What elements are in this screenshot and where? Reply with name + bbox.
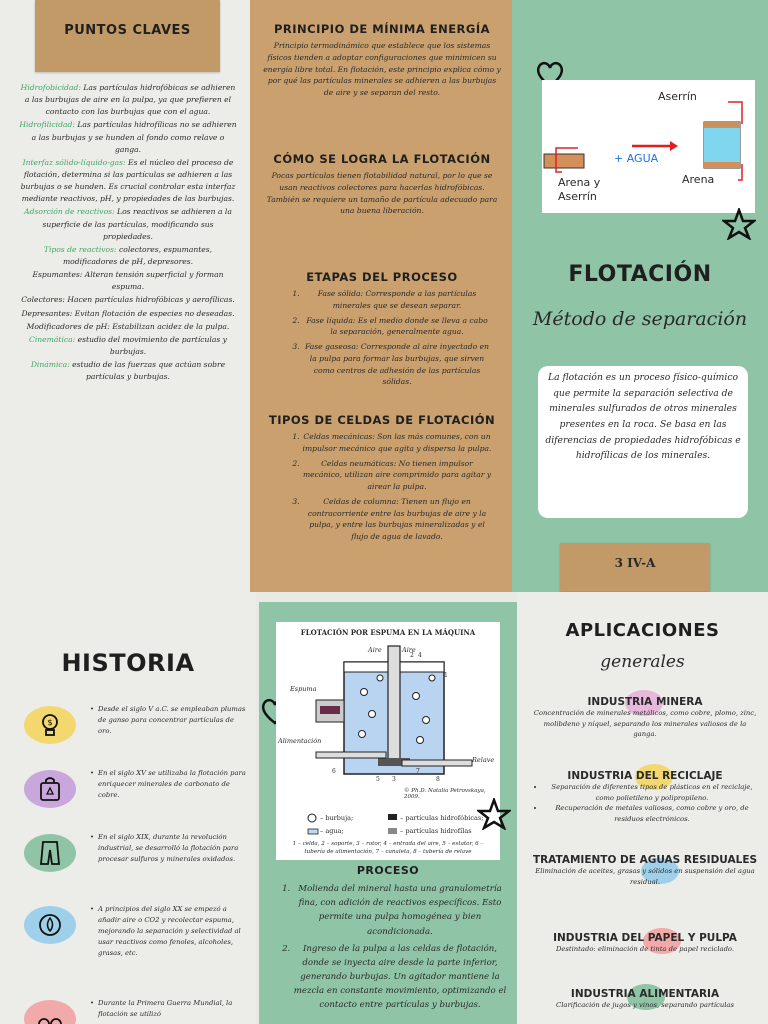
app-text: Concentración de minerales metálicos, como cobre, plomo, zinc, molibdeno y níquel, separando los minerales valiosos de la ganga. — [533, 709, 757, 739]
list-item: 1. Molienda del mineral hasta una granulometría fina, con adición de reactivos específicos. Esto permite una pulpa homogénea y bien acondicionada. — [293, 882, 507, 939]
principio-title: PRINCIPIO DE MÍNIMA ENERGÍA — [273, 22, 491, 36]
flotacion-description: La flotación es un proceso físico-químico que permite la separación selectiva de minerales sulfurados de otros minerales presentes en la roca. Se basa en las diferencias de propiedades hidrofóbicas e hidrofílicas de los minerales. — [538, 366, 748, 518]
panel-flotacion — [512, 0, 768, 592]
water-drop-icon — [24, 906, 76, 944]
separation-diagram — [542, 80, 755, 213]
app-papel — [531, 932, 759, 955]
app-title: INDUSTRIA DEL RECICLAJE — [567, 770, 723, 782]
proceso-list — [279, 882, 507, 1016]
etapas-title: ETAPAS DEL PROCESO — [306, 270, 458, 284]
aplicaciones-title: APLICACIONES — [565, 620, 720, 641]
historia-item — [18, 704, 250, 776]
celdas-list — [262, 431, 502, 543]
list-item: 3. Fase gaseosa: Corresponde al aire inyectado en la pulpa para formar las burbujas, que sirven como centros de adhesión de las partículas sólidas. — [302, 341, 492, 388]
list-item: 3. Celdas de columna: Tienen un flujo en contracorriente entre las burbujas de aire y la pulpa, y entre las burbujas mineralizadas y el flujo de agua de lavado. — [302, 496, 492, 543]
label-arena-aserrin: Arena y Aserrín — [558, 176, 601, 204]
panel-historia — [0, 592, 256, 1024]
panel-principios — [250, 0, 512, 592]
como-title: CÓMO SE LOGRA LA FLOTACIÓN — [273, 152, 491, 166]
historia-item — [18, 998, 250, 1024]
celdas-title: TIPOS DE CELDAS DE FLOTACIÓN — [268, 413, 496, 427]
app-text: Clarificación de jugos y vinos, separando partículas — [556, 1001, 734, 1009]
como-section — [262, 152, 502, 217]
svg-text:$: $ — [47, 718, 53, 727]
panel-aplicaciones — [517, 592, 768, 1024]
puntos-claves-title: PUNTOS CLAVES — [64, 23, 191, 38]
app-text: Eliminación de aceites, grasas y sólidos en suspensión del agua residual. — [535, 867, 755, 886]
historia-title: HISTORIA — [61, 649, 195, 677]
panel-puntos-claves — [0, 0, 250, 592]
list-item: • Separación de diferentes tipos de plásticos en el reciclaje, como polietileno y polipropileno. — [545, 782, 759, 803]
list-item: • Recuperación de metales valiosos, como cobre y oro, de residuos electrónicos. — [545, 803, 759, 824]
historia-item — [18, 832, 250, 904]
punto-item: Hidrofobicidad: Las partículas hidrofóbicas se adhieren a las burbujas de aire en la pulpa, ya que prefieren el contacto con las burbujas que con el agua. — [20, 83, 236, 117]
celdas-section — [262, 413, 502, 546]
label-agua: + AGUA — [614, 152, 659, 165]
machine-caption: 1 – celda, 2 – soporte, 3 – rotor, 4 – entrada del aire, 5 – estator, 6 – tubería de alimentación, 7 – canaleta, 8 – tubería de relave — [292, 841, 484, 856]
app-minera — [531, 696, 759, 740]
machine-title: FLOTACIÓN POR ESPUMA EN LA MÁQUINA — [300, 628, 476, 637]
label-aserrin: Aserrín — [658, 90, 697, 103]
historia-text: • En el siglo XV se utilizaba la flotación para enriquecer minerales de carbonato de cobre. — [98, 768, 248, 801]
flotacion-subtitle: Método de separación — [532, 308, 748, 330]
punto-item: Cinemática: estudio del movimiento de partículas y burbujas. — [29, 334, 227, 356]
list-item: 1. Celdas mecánicas: Son las más comunes, con un impulsor mecánico que agita y dispersa la pulpa. — [302, 431, 492, 455]
lightbulb-icon — [24, 706, 76, 744]
punto-item: Espumantes: Alteran tensión superficial y forman espuma. — [32, 270, 224, 292]
punto-item: Interfaz sólido-líquido-gas: Es el núcleo del proceso de flotación, determina si las partículas se adhieren a las burbujas o se hunden. Es crucial controlar esta interfaz mediante reactivos, pH, y propiedades de las burbujas. — [20, 157, 236, 204]
principio-text: Principio termodinámico que establece que los sistemas físicos tienden a adoptar configuraciones que minimicen su energía libre total. En flotación, este principio explica cómo y por qué las partículas minerales se adhieren a las burbujas de aire y se separan del resto. — [263, 41, 501, 98]
star-doodle-icon — [722, 208, 756, 240]
etapas-list — [262, 288, 502, 388]
historia-text: • En el siglo XIX, durante la revolución industrial, se desarrolló la flotación para procesar sulfuros y minerales oxidados. — [98, 832, 248, 865]
punto-item: Hidrofilicidad: Las partículas hidrofílicas no se adhieren a las burbujas y se hunden al fondo como relave o ganga. — [19, 120, 237, 154]
list-item: 1. Fase sólida: Corresponde a las partículas minerales que se desean separar. — [302, 288, 492, 312]
app-title: INDUSTRIA ALIMENTARIA — [570, 988, 720, 1000]
app-reciclaje — [531, 770, 759, 824]
punto-item: Tipos de reactivos: colectores, espumantes, modificadores de pH, depresores. — [43, 244, 213, 266]
list-item: 2. Ingreso de la pulpa a las celdas de flotación, donde se inyecta aire desde la parte inferior, generando burbujas. Un agitador mantiene la mezcla en constante movimiento, optimizando el contacto entre partículas y burbujas. — [293, 942, 507, 1013]
app-text: Destintado: eliminación de tinta de papel reciclado. — [555, 945, 735, 953]
etapas-section — [262, 270, 502, 391]
star-doodle-icon — [477, 798, 511, 830]
principio-section — [262, 22, 502, 99]
list-item: 2. Fase líquida: Es el medio donde se lleva a cabo la separación, generalmente agua. — [302, 315, 492, 339]
app-alimentaria — [531, 988, 759, 1011]
historia-text: • A principios del siglo XX se empezó a añadir aire o CO2 y recolectar espuma, mejorando la separación y selectividad al usar reactivos como fenoles, alcoholes, grasas, etc. — [98, 904, 248, 958]
app-title: INDUSTRIA DEL PAPEL Y PULPA — [553, 932, 737, 944]
historia-text: • Desde el siglo V a.C. se empleaban plumas de ganso para concentrar partículas de oro. — [98, 704, 248, 737]
app-list — [531, 782, 759, 824]
app-title: TRATAMIENTO DE AGUAS RESIDUALES — [532, 854, 758, 866]
bicycle-icon — [24, 1000, 76, 1024]
page-label: 3 IV-A — [614, 556, 656, 570]
punto-item: Adsorción de reactivos: Los reactivos se adhieren a la superficie de las partículas, modificando sus propiedades. — [24, 207, 232, 241]
panel-proceso — [259, 602, 517, 1024]
punto-item: Colectores: Hacen partículas hidrofóbicas y aerofílicas. — [21, 295, 235, 305]
historia-text: • Durante la Primera Guerra Mundial, la flotación se utilizó — [98, 998, 248, 1020]
app-aguas — [531, 854, 759, 887]
app-title: INDUSTRIA MINERA — [587, 696, 703, 708]
historia-item — [18, 768, 250, 840]
list-item: 2. Celdas neumáticas: No tienen impulsor mecánico, utilizan aire comprimido para agitar y airear la pulpa. — [302, 458, 492, 493]
proceso-title: PROCESO — [356, 864, 420, 877]
aplicaciones-subtitle: generales — [600, 652, 685, 672]
pants-icon — [24, 834, 76, 872]
flotacion-title: FLOTACIÓN — [568, 262, 712, 287]
punto-item: Modificadores de pH: Estabilizan acidez de la pulpa. — [26, 321, 230, 331]
punto-item: Depresantes: Evitan flotación de especies no deseadas. — [21, 308, 235, 318]
flotation-machine-figure: FLOTACIÓN POR ESPUMA EN LA MÁQUINA Aire Aire Espuma Alimentación Relave 1 2 3 4 5 6 7 8 © Ph.D. Natalia Petrovskaya, 2009. – burbuja; – partículas hidrofóbicas; – agua; – partículas hidrofílas 1 – celda, 2 – soporte, 3 – rotor, 4 – entrada del aire, 5 – estator, 6 – tubería de alimentación, 7 – canaleta, 8 – tubería de relave — [276, 622, 500, 860]
puntos-claves-body — [18, 82, 238, 384]
como-text: Pocas partículas tienen flotabilidad natural, por lo que se usan reactivos colectores para hacerlas hidrofóbicas. También se requiere un tamaño de partícula adecuado para una buena liberación. — [266, 171, 498, 216]
historia-item — [18, 904, 250, 976]
label-arena: Arena — [682, 173, 715, 186]
punto-item: Dinámica: estudio de las fuerzas que actúan sobre partículas y burbujas. — [30, 360, 226, 382]
recycle-bag-icon — [24, 770, 76, 808]
